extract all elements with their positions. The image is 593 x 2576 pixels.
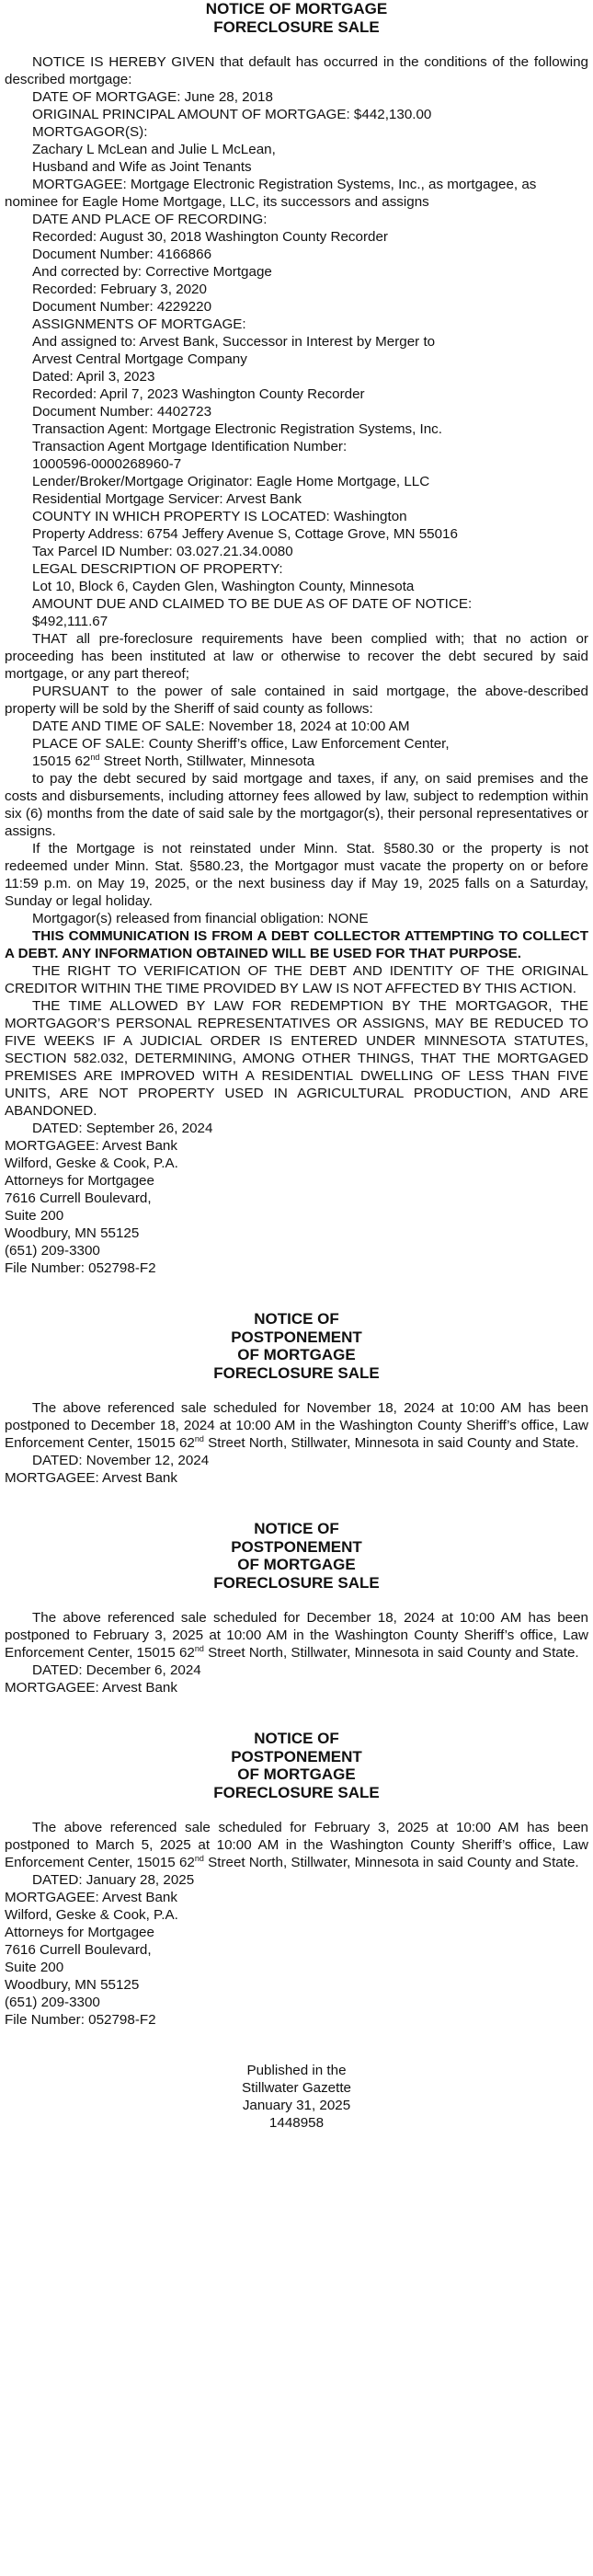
law-firm: Wilford, Geske & Cook, P.A. bbox=[5, 1156, 178, 1171]
mortgagee-paragraph: MORTGAGEE: Mortgage Electronic Registration Systems, Inc., as mortgagee, as nominee for Eagle Home Mortgage, LLC, its successors and assigns bbox=[5, 177, 537, 210]
postponement-title-3: OF MORTGAGE bbox=[237, 1765, 356, 1783]
assignment-dated: Dated: April 3, 2023 bbox=[32, 369, 155, 385]
mortgagors-tenancy: Husband and Wife as Joint Tenants bbox=[32, 159, 252, 175]
originator: Lender/Broker/Mortgage Originator: Eagle Home Mortgage, LLC bbox=[32, 474, 430, 489]
assignments-label: ASSIGNMENTS OF MORTGAGE: bbox=[32, 316, 246, 332]
pursuant-paragraph: PURSUANT to the power of sale contained in said mortgage, the above-described property will be sold by the Sheriff of said county as follows: bbox=[5, 684, 588, 717]
postponement-dated: DATED: December 6, 2024 bbox=[32, 1662, 201, 1678]
ta-min-number: 1000596-0000268960-7 bbox=[32, 456, 182, 472]
mortgagors-names: Zachary L McLean and Julie L McLean, bbox=[32, 142, 276, 157]
postponement-dated: DATED: January 28, 2025 bbox=[32, 1872, 195, 1888]
postponement-title-2: POSTPONEMENT bbox=[231, 1537, 362, 1556]
postponement-title-3: OF MORTGAGE bbox=[237, 1556, 356, 1573]
law-firm: Wilford, Geske & Cook, P.A. bbox=[5, 1907, 178, 1923]
legal-description-label: LEGAL DESCRIPTION OF PROPERTY: bbox=[32, 561, 283, 577]
mortgagors-label: MORTGAGOR(S): bbox=[32, 124, 148, 140]
firm-city: Woodbury, MN 55125 bbox=[5, 1225, 140, 1241]
signature-mortgagee: MORTGAGEE: Arvest Bank bbox=[5, 1138, 177, 1154]
postponement-mortgagee: MORTGAGEE: Arvest Bank bbox=[5, 1470, 177, 1486]
document-number-1: Document Number: 4166866 bbox=[32, 247, 212, 262]
notice-title-line-2: FORECLOSURE SALE bbox=[213, 17, 380, 36]
postponement-dated: DATED: November 12, 2024 bbox=[32, 1453, 210, 1468]
date-of-mortgage: DATE OF MORTGAGE: June 28, 2018 bbox=[32, 89, 273, 105]
firm-city: Woodbury, MN 55125 bbox=[5, 1977, 140, 1993]
postponement-mortgagee: MORTGAGEE: Arvest Bank bbox=[5, 1890, 177, 1905]
amount-due-label: AMOUNT DUE AND CLAIMED TO BE DUE AS OF DATE OF NOTICE: bbox=[32, 596, 473, 612]
verification-paragraph: THE RIGHT TO VERIFICATION OF THE DEBT AND IDENTITY OF THE ORIGINAL CREDITOR WITHIN THE TIME PROVIDED BY LAW IS NOT AFFECTED BY THIS ACTION. bbox=[5, 963, 588, 996]
pre-foreclosure-paragraph: THAT all pre-foreclosure requirements have been complied with; that no action or proceeding has been instituted at law or otherwise to recover the debt secured by said mortgage, or any part thereof; bbox=[5, 631, 588, 682]
publication-id: 1448958 bbox=[268, 2115, 325, 2131]
place-of-sale-line-1: PLACE OF SALE: County Sheriff’s office, Law Enforcement Center, bbox=[32, 736, 450, 752]
signature-block bbox=[5, 1120, 588, 1277]
postponement-title-1: NOTICE OF bbox=[254, 1310, 339, 1328]
postponement-body: The above referenced sale scheduled for December 18, 2024 at 10:00 AM has been postponed to February 3, 2025 at 10:00 AM in the Washington County Sheriff’s office, Law Enforcement Center, 15015 62nd Street North, Stillwater, Minnesota in said County and State. bbox=[5, 1610, 588, 1661]
firm-phone: (651) 209-3300 bbox=[5, 1995, 100, 2010]
firm-suite: Suite 200 bbox=[5, 1960, 64, 1975]
not-reinstated-paragraph: If the Mortgage is not reinstated under Minn. Stat. §580.30 or the property is not redeemed under Minn. Stat. §580.23, the Mortgagor must vacate the property on or before 11:59 p.m. on May 19, 2025, or the next business day if May 19, 2025 falls on a Saturday, Sunday or legal holiday. bbox=[5, 841, 588, 909]
debt-collector-paragraph: THIS COMMUNICATION IS FROM A DEBT COLLECTOR ATTEMPTING TO COLLECT A DEBT. ANY INFORMATION OBTAINED WILL BE USED FOR THAT PURPOSE. bbox=[5, 928, 588, 961]
postponement-notice-3 bbox=[5, 1730, 588, 2029]
mortgage-details bbox=[5, 88, 588, 176]
postponement-title-3: OF MORTGAGE bbox=[237, 1346, 356, 1363]
postponement-title-1: NOTICE OF bbox=[254, 1520, 339, 1537]
publication-date: January 31, 2025 bbox=[242, 2098, 351, 2113]
redemption-paragraph: THE TIME ALLOWED BY LAW FOR REDEMPTION BY THE MORTGAGOR, THE MORTGAGOR’S PERSONAL REPRESENTATIVES OR ASSIGNS, MAY BE REDUCED TO FIVE WEEKS IF A JUDICIAL ORDER IS ENTERED UNDER MINNESOTA STATUTES, SECTION 582.032, DETERMINING, AMONG OTHER THINGS, THAT THE MORTGAGED PREMISES ARE IMPROVED WITH A RESIDENTIAL DWELLING OF LESS THAN FIVE UNITS, ARE NOT PROPERTY USED IN AGRICULTURAL PRODUCTION, AND ARE ABANDONED. bbox=[5, 998, 588, 1119]
property-address: Property Address: 6754 Jeffery Avenue S, Cottage Grove, MN 55016 bbox=[32, 526, 458, 542]
amount-due: $492,111.67 bbox=[32, 614, 108, 629]
county: COUNTY IN WHICH PROPERTY IS LOCATED: Washington bbox=[32, 509, 407, 524]
postponement-notice-1 bbox=[5, 1310, 588, 1487]
firm-street: 7616 Currell Boulevard, bbox=[5, 1190, 152, 1206]
tax-parcel: Tax Parcel ID Number: 03.027.21.34.0080 bbox=[32, 544, 293, 559]
postponement-title-4: FORECLOSURE SALE bbox=[213, 1363, 380, 1382]
firm-street: 7616 Currell Boulevard, bbox=[5, 1942, 152, 1958]
place-of-sale-line-2: 15015 62nd Street North, Stillwater, Minnesota bbox=[32, 752, 315, 769]
postponement-body: The above referenced sale scheduled for February 3, 2025 at 10:00 AM has been postponed to March 5, 2025 at 10:00 AM in the Washington County Sheriff’s office, Law Enforcement Center, 15015 62nd Street North, Stillwater, Minnesota in said County and State. bbox=[5, 1820, 588, 1870]
published-in: Published in the bbox=[246, 2063, 347, 2078]
pay-debt-paragraph: to pay the debt secured by said mortgage and taxes, if any, on said premises and the costs and disbursements, including attorney fees allowed by law, subject to redemption within six (6) months from the date of said sale by the mortgagor(s), their personal representatives or assigns. bbox=[5, 771, 588, 839]
assigned-to-line-1: And assigned to: Arvest Bank, Successor in Interest by Merger to bbox=[32, 334, 436, 350]
assigned-to-line-2: Arvest Central Mortgage Company bbox=[32, 351, 247, 367]
document-number-3: Document Number: 4402723 bbox=[32, 404, 212, 420]
transaction-agent: Transaction Agent: Mortgage Electronic Registration Systems, Inc. bbox=[32, 421, 442, 437]
notice-title-line-1: NOTICE OF MORTGAGE bbox=[205, 0, 388, 17]
postponement-body: The above referenced sale scheduled for November 18, 2024 at 10:00 AM has been postponed to December 18, 2024 at 10:00 AM in the Washington County Sheriff’s office, Law Enforcement Center, 15015 62nd Street North, Stillwater, Minnesota in said County and State. bbox=[5, 1400, 588, 1451]
postponement-title-4: FORECLOSURE SALE bbox=[213, 1783, 380, 1801]
postponement-title-2: POSTPONEMENT bbox=[231, 1747, 362, 1765]
recording-details bbox=[5, 211, 588, 630]
recorded-line-2: Recorded: February 3, 2020 bbox=[32, 282, 207, 297]
file-number: File Number: 052798-F2 bbox=[5, 1260, 156, 1276]
servicer: Residential Mortgage Servicer: Arvest Bank bbox=[32, 491, 302, 507]
dated: DATED: September 26, 2024 bbox=[32, 1121, 213, 1136]
postponement-mortgagee: MORTGAGEE: Arvest Bank bbox=[5, 1680, 177, 1696]
date-place-recording-label: DATE AND PLACE OF RECORDING: bbox=[32, 212, 268, 227]
publication-info bbox=[5, 2062, 588, 2132]
firm-phone: (651) 209-3300 bbox=[5, 1243, 100, 1259]
postponement-title-2: POSTPONEMENT bbox=[231, 1328, 362, 1346]
document-number-2: Document Number: 4229220 bbox=[32, 299, 212, 315]
file-number: File Number: 052798-F2 bbox=[5, 2012, 156, 2028]
postponement-title-4: FORECLOSURE SALE bbox=[213, 1573, 380, 1592]
firm-suite: Suite 200 bbox=[5, 1208, 64, 1224]
postponement-title-1: NOTICE OF bbox=[254, 1730, 339, 1747]
legal-description: Lot 10, Block 6, Cayden Glen, Washington County, Minnesota bbox=[32, 579, 415, 594]
foreclosure-notice bbox=[5, 0, 588, 1277]
postponement-notice-2 bbox=[5, 1520, 588, 1696]
attorneys-for: Attorneys for Mortgagee bbox=[5, 1925, 154, 1940]
recorded-line-1: Recorded: August 30, 2018 Washington County Recorder bbox=[32, 229, 388, 245]
corrected-by: And corrected by: Corrective Mortgage bbox=[32, 264, 272, 280]
attorneys-for: Attorneys for Mortgagee bbox=[5, 1173, 154, 1189]
released-paragraph: Mortgagor(s) released from financial obligation: NONE bbox=[32, 911, 369, 926]
recorded-line-3: Recorded: April 7, 2023 Washington County Recorder bbox=[32, 386, 365, 402]
date-time-of-sale: DATE AND TIME OF SALE: November 18, 2024 at 10:00 AM bbox=[32, 719, 410, 734]
intro-paragraph: NOTICE IS HEREBY GIVEN that default has occurred in the conditions of the following described mortgage: bbox=[5, 54, 588, 87]
newspaper-name: Stillwater Gazette bbox=[241, 2080, 352, 2096]
original-principal: ORIGINAL PRINCIPAL AMOUNT OF MORTGAGE: $442,130.00 bbox=[32, 107, 432, 122]
ta-min-label: Transaction Agent Mortgage Identification Number: bbox=[32, 439, 348, 454]
sale-details bbox=[5, 718, 588, 770]
